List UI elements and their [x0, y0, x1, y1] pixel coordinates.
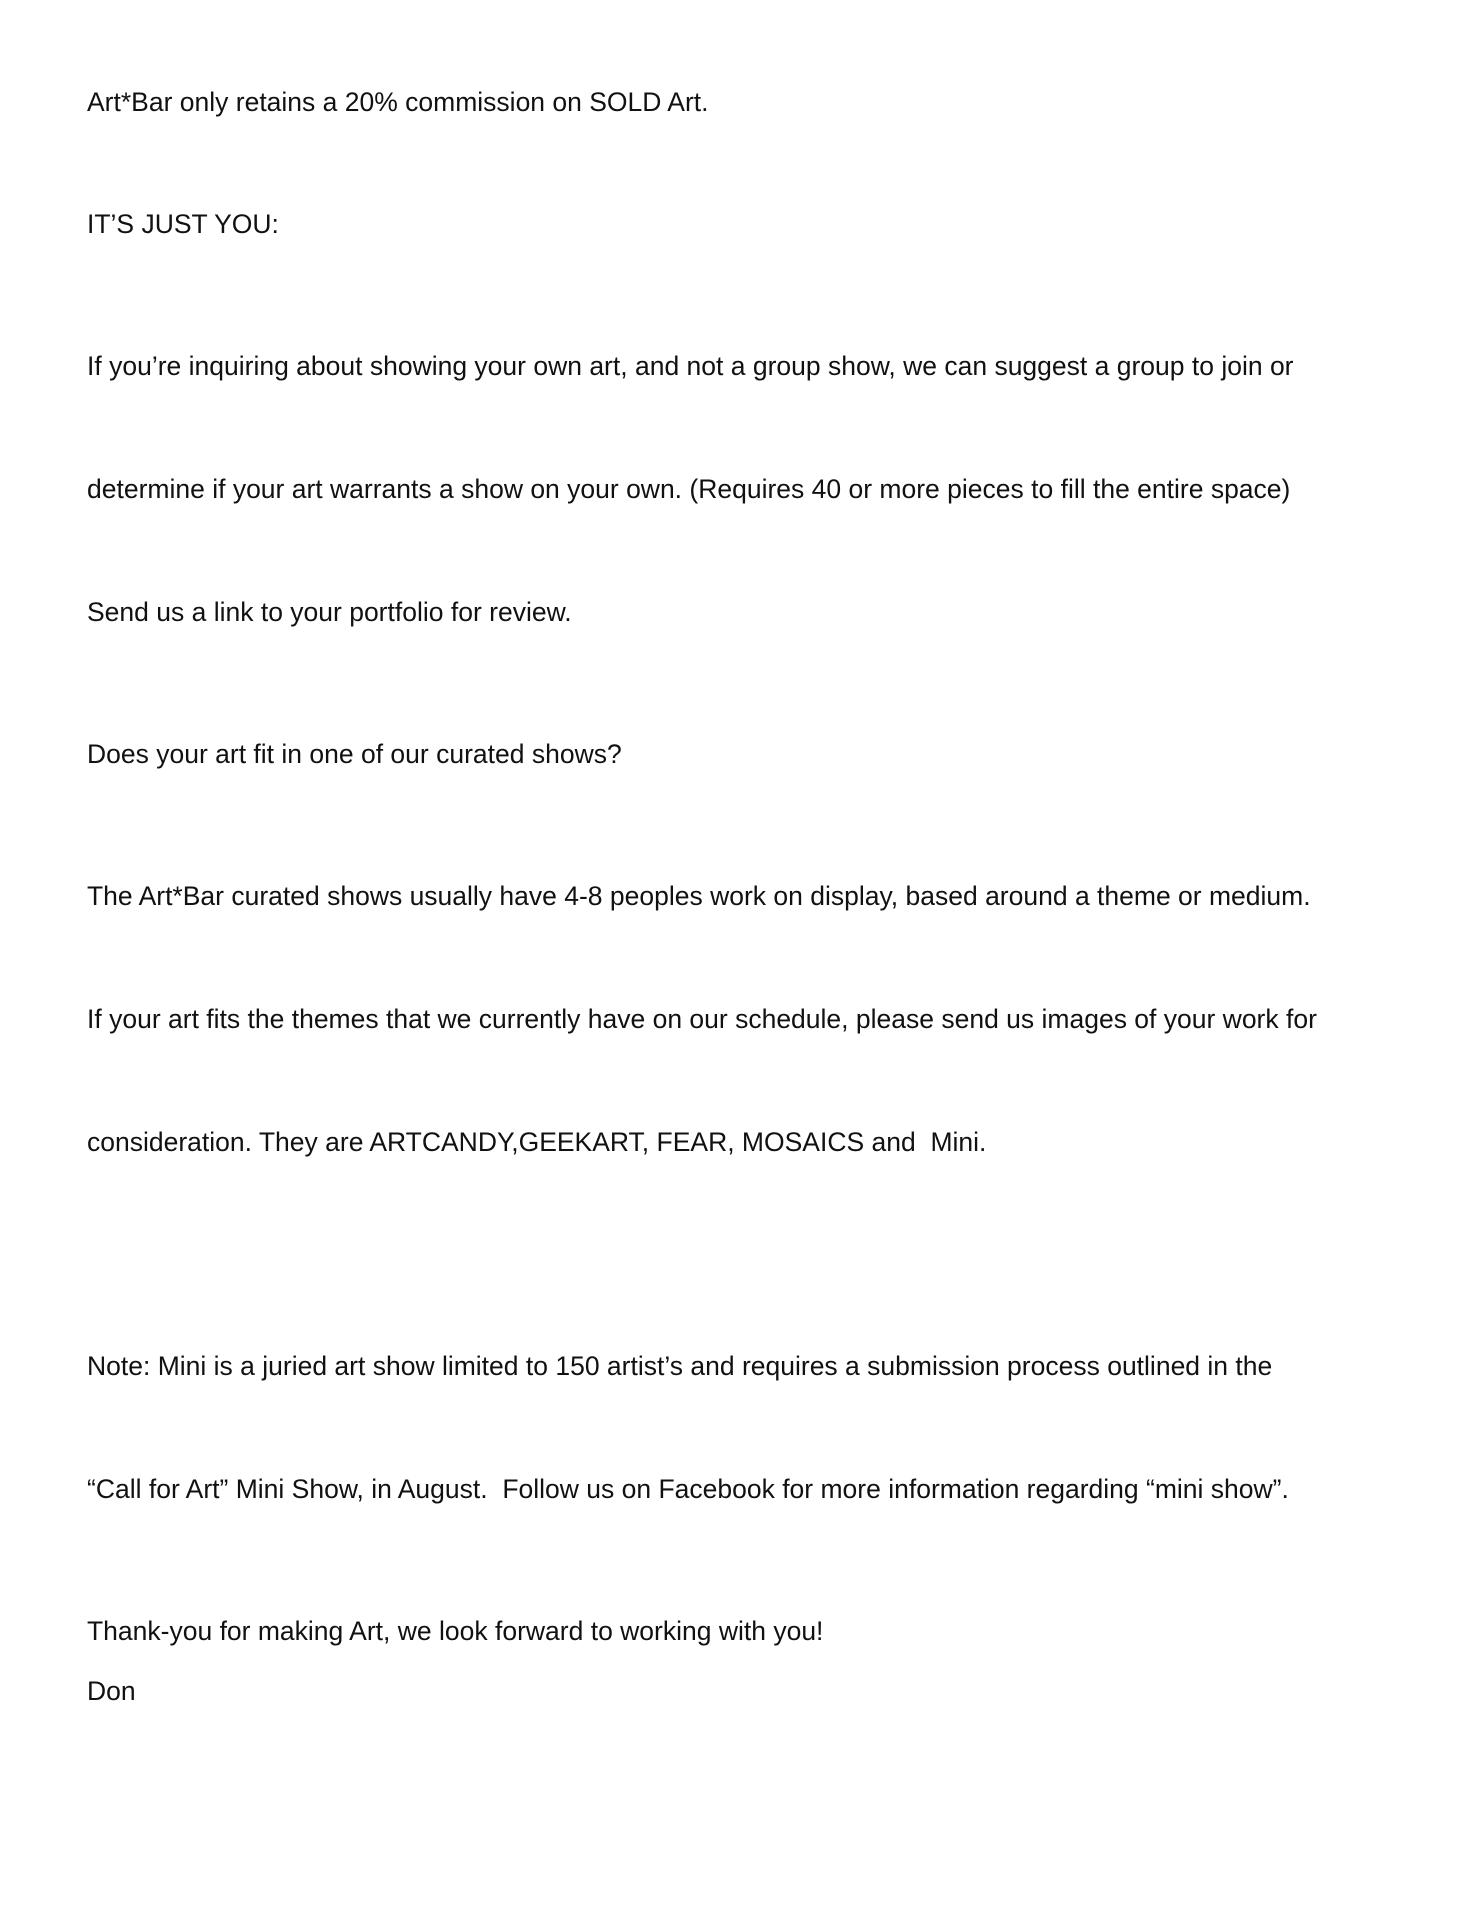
curated-line-1: The Art*Bar curated shows usually have 4-8 peoples work on display, based around a theme or medium.	[87, 881, 1311, 911]
curated-line-3: consideration. They are ARTCANDY,GEEKART, FEAR, MOSAICS and Mini.	[87, 1127, 987, 1157]
commission-note: Art*Bar only retains a 20% commission on SOLD Art.	[87, 87, 709, 117]
closing-line: Thank-you for making Art, we look forward to working with you!	[87, 1616, 824, 1646]
document-body	[87, 82, 1417, 1731]
note-paragraph	[87, 1264, 1417, 1592]
curated-paragraph	[87, 794, 1417, 1245]
section-heading: IT’S JUST YOU:	[87, 209, 279, 239]
own-art-line-2: determine if your art warrants a show on your own. (Requires 40 or more pieces to fill the entire space)	[87, 474, 1291, 504]
curated-question: Does your art fit in one of our curated shows?	[87, 739, 622, 769]
own-art-paragraph	[87, 264, 1417, 715]
note-line-2: “Call for Art” Mini Show, in August. Follow us on Facebook for more information regarding “mini show”.	[87, 1474, 1289, 1504]
curated-line-2: If your art fits the themes that we currently have on our schedule, please send us images of your work for	[87, 1004, 1317, 1034]
note-line-1: Note: Mini is a juried art show limited to 150 artist’s and requires a submission process outlined in the	[87, 1351, 1273, 1381]
blank-line	[87, 142, 1417, 204]
own-art-line-1: If you’re inquiring about showing your own art, and not a group show, we can suggest a group to join or	[87, 351, 1294, 381]
own-art-line-3: Send us a link to your portfolio for review.	[87, 597, 572, 627]
signature: Don	[87, 1676, 136, 1706]
